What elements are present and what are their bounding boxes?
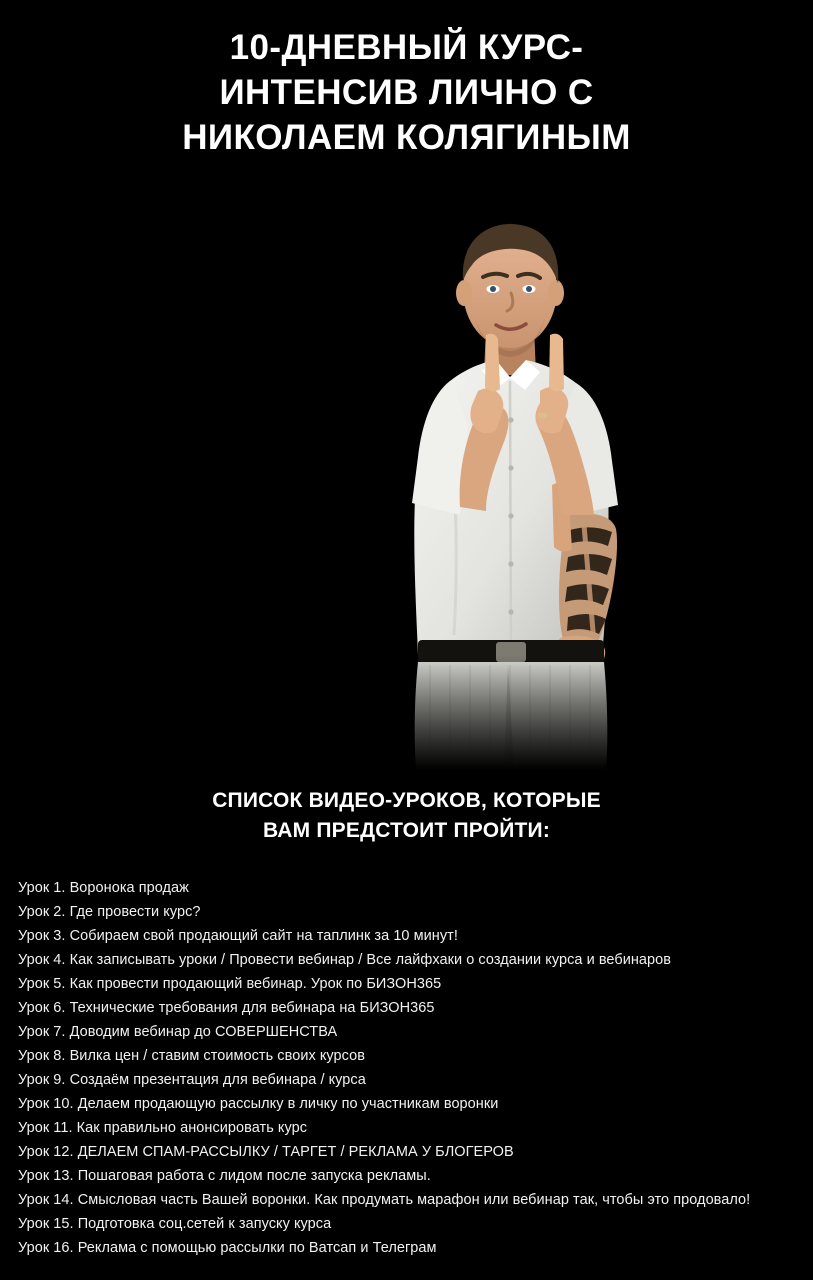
list-item: Урок 4. Как записывать уроки / Провести вебинар / Все лайфхаки о создании курса и вебинаров — [18, 952, 672, 968]
list-item: Урок 15. Подготовка соц.сетей к запуску курса — [18, 1216, 332, 1232]
lessons-list — [18, 876, 808, 1260]
list-item: Урок 14. Смысловая часть Вашей воронки. Как продумать марафон или вебинар так, чтобы это продовало! — [18, 1192, 751, 1208]
list-item: Урок 9. Создаём презентация для вебинара / курса — [18, 1072, 366, 1088]
section-subtitle-line-2: ВАМ ПРЕДСТОИТ ПРОЙТИ: — [262, 818, 551, 842]
list-item: Урок 12. ДЕЛАЕМ СПАМ-РАССЫЛКУ / ТАРГЕТ / РЕКЛАМА У БЛОГЕРОВ — [18, 1144, 514, 1160]
instructor-photo-illustration — [300, 185, 720, 770]
section-subtitle — [0, 786, 813, 846]
list-item: Урок 1. Воронока продаж — [18, 880, 189, 896]
list-item: Урок 6. Технические требования для вебинара на БИЗОН365 — [18, 1000, 435, 1016]
list-item: Урок 10. Делаем продающую рассылку в личку по участникам воронки — [18, 1096, 499, 1112]
list-item: Урок 11. Как правильно анонсировать курс — [18, 1120, 307, 1136]
list-item: Урок 3. Собираем свой продающий сайт на таплинк за 10 минут! — [18, 928, 458, 944]
instructor-photo — [0, 185, 813, 770]
page-title-line-3: НИКОЛАЕМ КОЛЯГИНЫМ — [182, 117, 631, 157]
section-subtitle-line-1: СПИСОК ВИДЕО-УРОКОВ, КОТОРЫЕ — [212, 789, 601, 812]
page-title-line-1: 10-ДНЕВНЫЙ КУРС- — [229, 28, 584, 67]
list-item: Урок 7. Доводим вебинар до СОВЕРШЕНСТВА — [18, 1024, 338, 1040]
list-item: Урок 8. Вилка цен / ставим стоимость своих курсов — [18, 1048, 365, 1064]
list-item: Урок 16. Реклама с помощью рассылки по Ватсап и Телеграм — [18, 1240, 437, 1256]
list-item: Урок 13. Пошаговая работа с лидом после запуска рекламы. — [18, 1168, 431, 1184]
list-item: Урок 2. Где провести курс? — [18, 904, 201, 920]
page-title — [0, 26, 813, 160]
list-item: Урок 5. Как провести продающий вебинар. Урок по БИЗОН365 — [18, 976, 442, 992]
page-title-line-2: ИНТЕНСИВ ЛИЧНО С — [219, 72, 594, 112]
